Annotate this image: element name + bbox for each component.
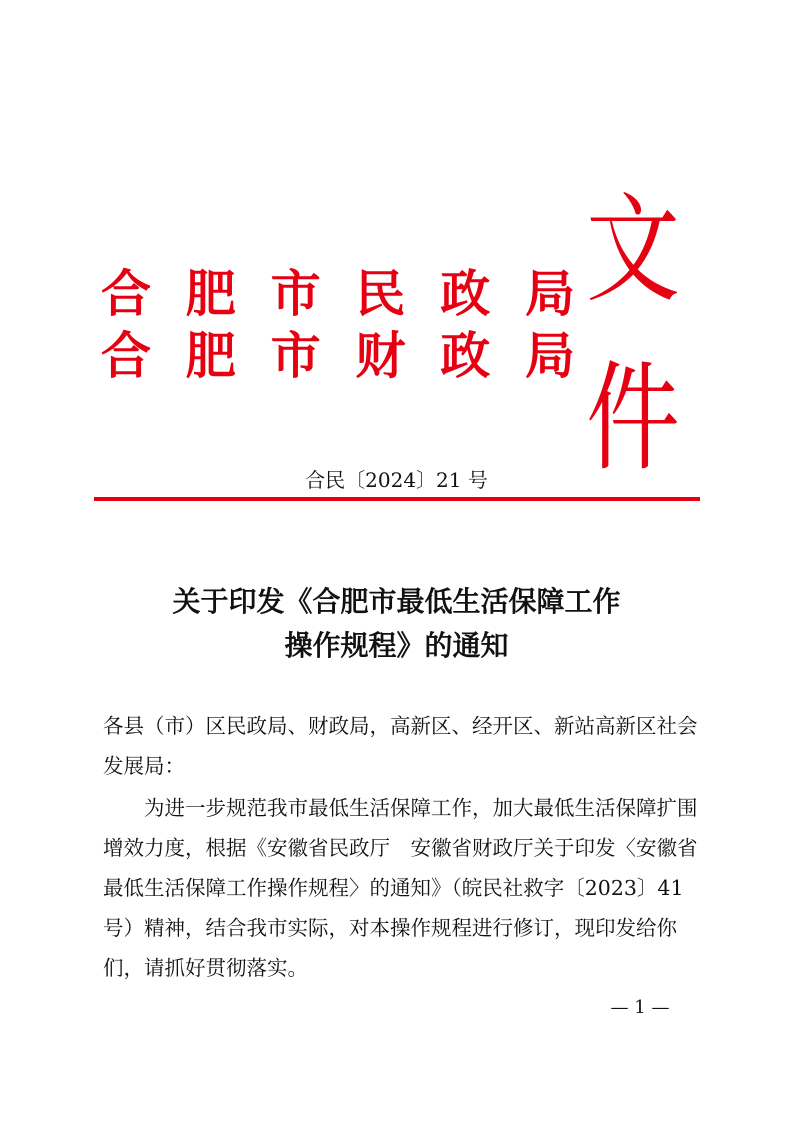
document-title-line-2: 操作规程》的通知 (284, 629, 509, 662)
document-number: 合民〔2024〕21 号 (305, 468, 488, 492)
issuer-char: 局 (524, 264, 575, 323)
issuer-char: 合 (101, 264, 151, 323)
issuer-char: 政 (440, 264, 491, 323)
page-number: — 1 — (610, 997, 670, 1018)
issuer-char: 市 (270, 264, 321, 323)
document-title-line-1: 关于印发《合肥市最低生活保障工作 (172, 585, 621, 618)
salutation: 各县（市）区民政局、财政局，高新区、经开区、新站高新区社会发展局： (103, 714, 698, 778)
body-paragraph: 为进一步规范我市最低生活保障工作，加大最低生活保障扩围增效力度，根据《安徽省民政厅 安徽省财政厅关于印发〈安徽省最低生活保障工作操作规程〉的通知》（皖民社救字〔2023〕41 号）精神，结合我市实际，对本操作规程进行修订，现印发给你们，请抓好贯彻落实。 (103, 796, 698, 980)
issuer-civil-affairs-bureau (98, 266, 578, 322)
issuer-finance-bureau (98, 328, 578, 384)
document-label: 文件 (586, 182, 675, 488)
issuer-char: 政 (440, 326, 491, 385)
red-divider-line (94, 497, 700, 501)
issuer-char: 财 (355, 326, 406, 385)
issuer-char: 市 (270, 326, 321, 385)
issuer-char: 肥 (185, 264, 236, 323)
issuer-char: 局 (524, 326, 575, 385)
issuer-char: 民 (355, 264, 406, 323)
issuer-char: 合 (101, 326, 151, 385)
issuer-char: 肥 (185, 326, 236, 385)
